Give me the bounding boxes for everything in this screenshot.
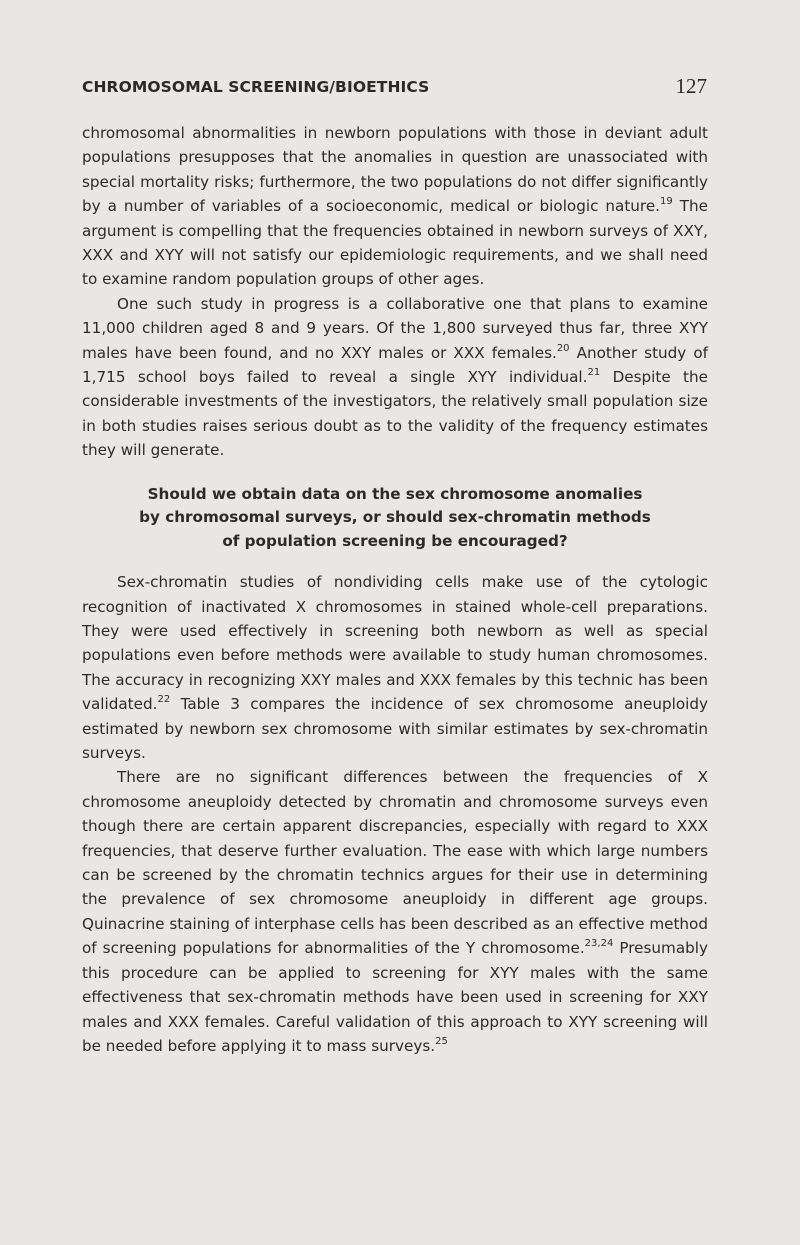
page-number: 127 [675, 74, 707, 98]
paragraph [82, 765, 708, 1058]
article-body [82, 121, 708, 1058]
reference-superscript: 23,24 [584, 938, 614, 950]
paragraph [82, 292, 708, 463]
reference-superscript: 22 [157, 694, 171, 706]
paragraph-text: Presumably this procedure can be applied to screening for XYY males with the same effectiveness that sex-chromatin methods have been used in screening for XXY males and XXX females. Careful validation of this approach to XYY screening will be needed before applying it to mass surveys. [82, 939, 708, 1055]
paragraph-text: The argument is compelling that the frequencies obtained in newborn surveys of XXY, XXX and XYY will not satisfy our epidemiologic requirements, and we shall need to examine random population groups of other ages. [82, 197, 708, 289]
paragraph [82, 121, 708, 292]
running-header [82, 74, 707, 104]
paragraph-text: Despite the considerable investments of the investigators, the relatively small population size in both studies raises serious doubt as to the validity of the frequency estimates they will generate. [82, 368, 708, 460]
reference-superscript: 21 [587, 367, 601, 378]
paragraph [82, 570, 708, 765]
running-title: CHROMOSOMAL SCREENING/BIOETHICS [82, 78, 430, 96]
reference-superscript: 25 [435, 1035, 448, 1047]
question-line: Should we obtain data on the sex chromosome anomalies [147, 484, 643, 503]
question-line: by chromosomal surveys, or should sex-chromatin methods [139, 508, 651, 527]
reference-superscript: 20 [556, 342, 570, 354]
paragraph-text: chromosomal abnormalities in newborn populations with those in deviant adult populations presupposes that the anomalies in question are unassociated with special mortality risks; furthermore, the two populations do not differ significantly by a number of variables of a socioeconomic, medical or biologic nature. [82, 124, 708, 216]
paragraph-text: One such study in progress is a collaborative one that plans to examine 11,000 children aged 8 and 9 years. Of the 1,800 surveyed thus far, three XYY males have been found, and no XXY males or XXX females. [82, 294, 708, 362]
paragraph-text: Sex-chromatin studies of nondividing cells make use of the cytologic recognition of inactivated X chromosomes in stained whole-cell preparations. They were used effectively in screening both newborn as well as special populations even before methods were available to study human chromosomes. The accuracy in recognizing XXY males and XXX females by this technic has been validated. [82, 573, 708, 714]
section-question-heading [82, 483, 708, 554]
reference-superscript: 19 [660, 196, 673, 208]
paragraph-text: There are no significant differences between the frequencies of X chromosome aneuploidy detected by chromatin and chromosome surveys even though there are certain apparent discrepancies, especially with regard to XXX frequencies, that deserve further evaluation. The ease with which large numbers can be screened by the chromatin technics argues for their use in determining the prevalence of sex chromosome aneuploidy in different age groups. Quinacrine staining of interphase cells has been described as an effective method of screening populations for abnormalities of the Y chromosome. [82, 768, 708, 958]
paragraph-text: Another study of 1,715 school boys failed to reveal a single XYY individual. [82, 343, 708, 387]
question-line: of population screening be encouraged? [222, 531, 568, 550]
paragraph-text: Table 3 compares the incidence of sex chromosome aneuploidy estimated by newborn sex chromosome with similar estimates by sex-chromatin surveys. [82, 695, 708, 763]
